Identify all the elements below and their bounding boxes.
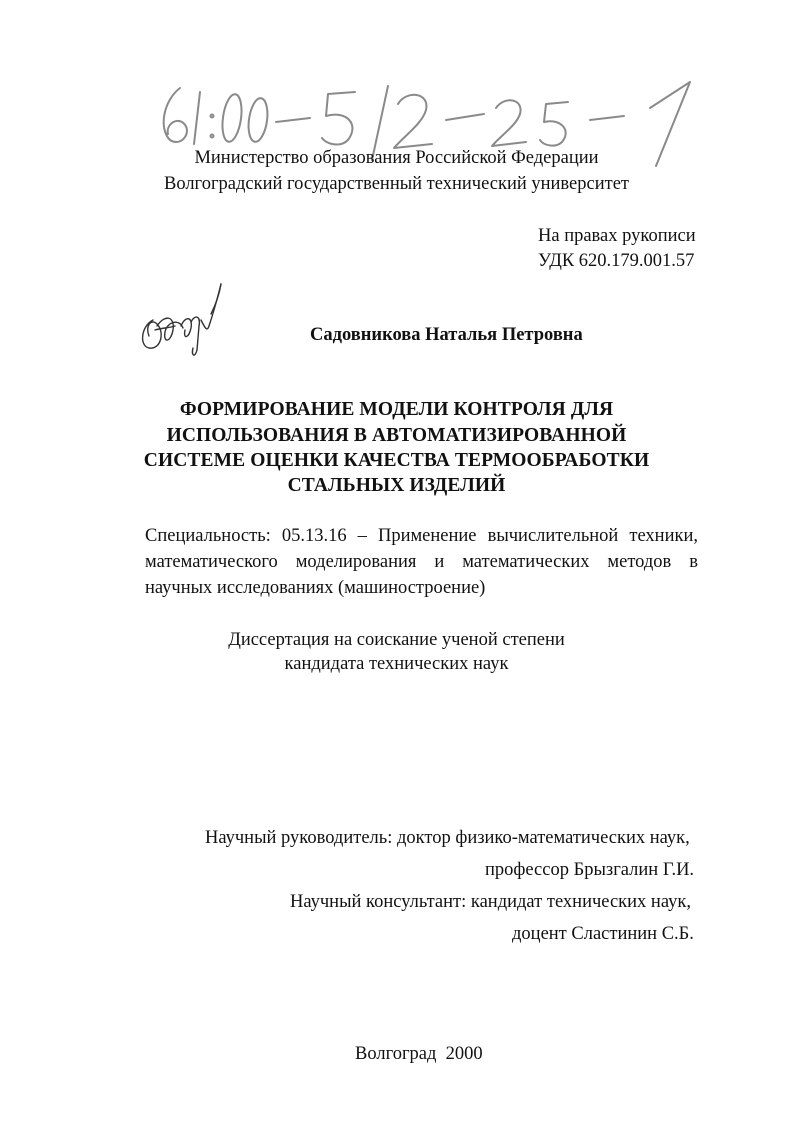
consultant-name: доцент Сластинин С.Б.: [512, 924, 694, 944]
university-line: Волгоградский государственный технический университет: [163, 174, 630, 194]
title-line: СИСТЕМЕ ОЦЕНКИ КАЧЕСТВА ТЕРМООБРАБОТКИ: [143, 450, 650, 471]
specialty-paragraph: Специальность: 05.13.16 – Применение вычислительной техники, математического моделирования и математических методов в научных исследованиях (машиностроение): [145, 526, 698, 598]
author-name: Садовникова Наталья Петровна: [310, 325, 583, 345]
supervisor-name: профессор Брызгалин Г.И.: [485, 860, 695, 880]
city-year: Волгоград 2000: [355, 1044, 483, 1064]
title-line: ФОРМИРОВАНИЕ МОДЕЛИ КОНТРОЛЯ ДЛЯ: [179, 399, 614, 420]
supervisor-title: Научный руководитель: доктор физико-математических наук,: [205, 828, 690, 848]
degree-line: кандидата технических наук: [284, 654, 509, 674]
ministry-line: Министерство образования Российской Федерации: [194, 148, 599, 168]
manuscript-note: На правах рукописи: [538, 226, 696, 246]
title-line: ИСПОЛЬЗОВАНИЯ В АВТОМАТИЗИРОВАННОЙ: [166, 425, 627, 446]
dissertation-line: Диссертация на соискание ученой степени: [228, 630, 565, 650]
title-line: СТАЛЬНЫХ ИЗДЕЛИЙ: [287, 475, 506, 496]
consultant-title: Научный консультант: кандидат технических наук,: [290, 892, 691, 912]
udc-code: УДК 620.179.001.57: [538, 251, 695, 271]
signature: [135, 270, 230, 370]
